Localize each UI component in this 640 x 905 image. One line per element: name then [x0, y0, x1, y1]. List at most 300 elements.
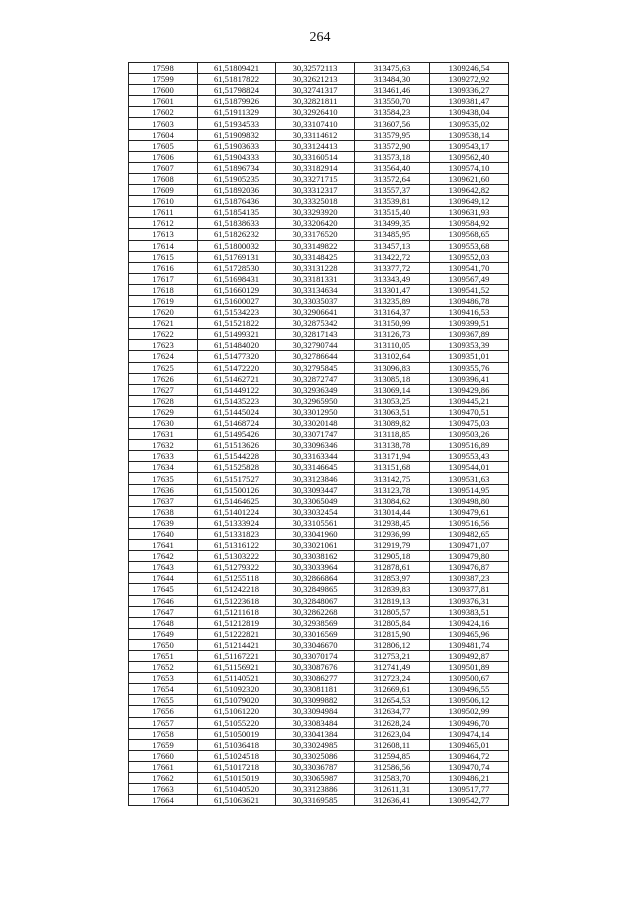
latitude-cell: 61,51934533	[198, 118, 276, 129]
longitude-cell: 30,32741317	[276, 85, 355, 96]
latitude-cell: 61,51401224	[198, 506, 276, 517]
latitude-cell: 61,51495426	[198, 429, 276, 440]
x-coordinate-cell: 313123,78	[355, 484, 430, 495]
table-row	[129, 551, 509, 562]
latitude-cell: 61,51905235	[198, 173, 276, 184]
latitude-cell: 61,51040520	[198, 784, 276, 795]
y-coordinate-cell: 1309500,67	[430, 673, 509, 684]
point-id-cell: 17608	[129, 173, 198, 184]
longitude-cell: 30,33087676	[276, 662, 355, 673]
latitude-cell: 61,51600027	[198, 295, 276, 306]
y-coordinate-cell: 1309471,07	[430, 540, 509, 551]
x-coordinate-cell: 313235,89	[355, 295, 430, 306]
y-coordinate-cell: 1309336,27	[430, 85, 509, 96]
point-id-cell: 17638	[129, 506, 198, 517]
y-coordinate-cell: 1309492,87	[430, 650, 509, 661]
point-id-cell: 17658	[129, 728, 198, 739]
longitude-cell: 30,33071747	[276, 429, 355, 440]
table-row	[129, 118, 509, 129]
x-coordinate-cell: 313579,95	[355, 129, 430, 140]
latitude-cell: 61,51079020	[198, 695, 276, 706]
longitude-cell: 30,33020148	[276, 418, 355, 429]
table-row	[129, 284, 509, 295]
point-id-cell: 17624	[129, 351, 198, 362]
latitude-cell: 61,51449122	[198, 384, 276, 395]
table-row	[129, 595, 509, 606]
longitude-cell: 30,32621213	[276, 74, 355, 85]
latitude-cell: 61,51534223	[198, 307, 276, 318]
longitude-cell: 30,33041960	[276, 528, 355, 539]
point-id-cell: 17614	[129, 240, 198, 251]
table-row	[129, 506, 509, 517]
latitude-cell: 61,51484020	[198, 340, 276, 351]
latitude-cell: 61,51728530	[198, 262, 276, 273]
table-row	[129, 562, 509, 573]
x-coordinate-cell: 313550,70	[355, 96, 430, 107]
latitude-cell: 61,51909832	[198, 129, 276, 140]
table-row	[129, 173, 509, 184]
latitude-cell: 61,51316122	[198, 540, 276, 551]
page-number: 264	[309, 30, 331, 45]
longitude-cell: 30,33134634	[276, 284, 355, 295]
y-coordinate-cell: 1309486,21	[430, 773, 509, 784]
table-row	[129, 617, 509, 628]
x-coordinate-cell: 313484,30	[355, 74, 430, 85]
point-id-cell: 17644	[129, 573, 198, 584]
table-row	[129, 639, 509, 650]
x-coordinate-cell: 313069,14	[355, 384, 430, 395]
y-coordinate-cell: 1309470,51	[430, 406, 509, 417]
point-id-cell: 17652	[129, 662, 198, 673]
point-id-cell: 17649	[129, 628, 198, 639]
point-id-cell: 17628	[129, 395, 198, 406]
point-id-cell: 17645	[129, 584, 198, 595]
x-coordinate-cell: 313573,18	[355, 151, 430, 162]
x-coordinate-cell: 313126,73	[355, 329, 430, 340]
y-coordinate-cell: 1309479,61	[430, 506, 509, 517]
longitude-cell: 30,33041384	[276, 728, 355, 739]
y-coordinate-cell: 1309465,96	[430, 628, 509, 639]
latitude-cell: 61,51911329	[198, 107, 276, 118]
longitude-cell: 30,33169585	[276, 795, 355, 806]
y-coordinate-cell: 1309621,60	[430, 173, 509, 184]
x-coordinate-cell: 313461,46	[355, 85, 430, 96]
y-coordinate-cell: 1309464,72	[430, 750, 509, 761]
table-row	[129, 695, 509, 706]
table-row	[129, 329, 509, 340]
longitude-cell: 30,32906641	[276, 307, 355, 318]
latitude-cell: 61,51036418	[198, 739, 276, 750]
latitude-cell: 61,51892036	[198, 185, 276, 196]
table-row	[129, 262, 509, 273]
x-coordinate-cell: 312853,97	[355, 573, 430, 584]
table-row	[129, 739, 509, 750]
table-row	[129, 406, 509, 417]
longitude-cell: 30,33148425	[276, 251, 355, 262]
longitude-cell: 30,33271715	[276, 173, 355, 184]
longitude-cell: 30,33182914	[276, 162, 355, 173]
x-coordinate-cell: 313089,82	[355, 418, 430, 429]
longitude-cell: 30,33065987	[276, 773, 355, 784]
table-row	[129, 628, 509, 639]
latitude-cell: 61,51015019	[198, 773, 276, 784]
point-id-cell: 17600	[129, 85, 198, 96]
point-id-cell: 17661	[129, 761, 198, 772]
point-id-cell: 17610	[129, 196, 198, 207]
longitude-cell: 30,32848067	[276, 595, 355, 606]
point-id-cell: 17664	[129, 795, 198, 806]
y-coordinate-cell: 1309381,47	[430, 96, 509, 107]
x-coordinate-cell: 312839,83	[355, 584, 430, 595]
x-coordinate-cell: 312634,77	[355, 706, 430, 717]
y-coordinate-cell: 1309496,70	[430, 717, 509, 728]
x-coordinate-cell: 313343,49	[355, 273, 430, 284]
point-id-cell: 17615	[129, 251, 198, 262]
latitude-cell: 61,51140521	[198, 673, 276, 684]
x-coordinate-cell: 312919,79	[355, 540, 430, 551]
x-coordinate-cell: 313301,47	[355, 284, 430, 295]
x-coordinate-cell: 313085,18	[355, 373, 430, 384]
longitude-cell: 30,33083484	[276, 717, 355, 728]
latitude-cell: 61,51462721	[198, 373, 276, 384]
x-coordinate-cell: 313110,05	[355, 340, 430, 351]
y-coordinate-cell: 1309498,80	[430, 495, 509, 506]
latitude-cell: 61,51513626	[198, 440, 276, 451]
point-id-cell: 17616	[129, 262, 198, 273]
x-coordinate-cell: 313607,56	[355, 118, 430, 129]
table-row	[129, 540, 509, 551]
longitude-cell: 30,32786644	[276, 351, 355, 362]
point-id-cell: 17656	[129, 706, 198, 717]
x-coordinate-cell: 313102,64	[355, 351, 430, 362]
table-row	[129, 63, 509, 74]
y-coordinate-cell: 1309355,76	[430, 362, 509, 373]
y-coordinate-cell: 1309562,40	[430, 151, 509, 162]
longitude-cell: 30,33105561	[276, 517, 355, 528]
table-row	[129, 684, 509, 695]
latitude-cell: 61,51817822	[198, 74, 276, 85]
point-id-cell: 17657	[129, 717, 198, 728]
x-coordinate-cell: 313539,81	[355, 196, 430, 207]
table-row	[129, 207, 509, 218]
table-row	[129, 218, 509, 229]
latitude-cell: 61,51445024	[198, 406, 276, 417]
x-coordinate-cell: 313053,25	[355, 395, 430, 406]
latitude-cell: 61,51156921	[198, 662, 276, 673]
latitude-cell: 61,51024518	[198, 750, 276, 761]
latitude-cell: 61,51063621	[198, 795, 276, 806]
table-row	[129, 318, 509, 329]
point-id-cell: 17639	[129, 517, 198, 528]
y-coordinate-cell: 1309351,01	[430, 351, 509, 362]
point-id-cell: 17606	[129, 151, 198, 162]
table-row	[129, 151, 509, 162]
point-id-cell: 17625	[129, 362, 198, 373]
latitude-cell: 61,51464625	[198, 495, 276, 506]
y-coordinate-cell: 1309476,87	[430, 562, 509, 573]
x-coordinate-cell: 312628,24	[355, 717, 430, 728]
longitude-cell: 30,32926410	[276, 107, 355, 118]
x-coordinate-cell: 313572,64	[355, 173, 430, 184]
x-coordinate-cell: 313377,72	[355, 262, 430, 273]
table-row	[129, 451, 509, 462]
y-coordinate-cell: 1309429,86	[430, 384, 509, 395]
longitude-cell: 30,33312317	[276, 185, 355, 196]
table-row	[129, 750, 509, 761]
y-coordinate-cell: 1309542,77	[430, 795, 509, 806]
x-coordinate-cell: 312805,84	[355, 617, 430, 628]
longitude-cell: 30,32821811	[276, 96, 355, 107]
point-id-cell: 17640	[129, 528, 198, 539]
longitude-cell: 30,33093447	[276, 484, 355, 495]
y-coordinate-cell: 1309567,49	[430, 273, 509, 284]
table-row	[129, 373, 509, 384]
y-coordinate-cell: 1309486,78	[430, 295, 509, 306]
longitude-cell: 30,33081181	[276, 684, 355, 695]
point-id-cell: 17613	[129, 229, 198, 240]
longitude-cell: 30,33325018	[276, 196, 355, 207]
point-id-cell: 17651	[129, 650, 198, 661]
y-coordinate-cell: 1309543,17	[430, 140, 509, 151]
y-coordinate-cell: 1309516,89	[430, 440, 509, 451]
longitude-cell: 30,33131228	[276, 262, 355, 273]
table-row	[129, 484, 509, 495]
longitude-cell: 30,33024985	[276, 739, 355, 750]
latitude-cell: 61,51050019	[198, 728, 276, 739]
latitude-cell: 61,51660129	[198, 284, 276, 295]
latitude-cell: 61,51055220	[198, 717, 276, 728]
latitude-cell: 61,51279322	[198, 562, 276, 573]
y-coordinate-cell: 1309535,02	[430, 118, 509, 129]
latitude-cell: 61,51061220	[198, 706, 276, 717]
table-row	[129, 784, 509, 795]
table-row	[129, 162, 509, 173]
x-coordinate-cell: 313014,44	[355, 506, 430, 517]
point-id-cell: 17663	[129, 784, 198, 795]
longitude-cell: 30,32872747	[276, 373, 355, 384]
longitude-cell: 30,32790744	[276, 340, 355, 351]
y-coordinate-cell: 1309465,01	[430, 739, 509, 750]
point-id-cell: 17620	[129, 307, 198, 318]
y-coordinate-cell: 1309482,65	[430, 528, 509, 539]
x-coordinate-cell: 313499,35	[355, 218, 430, 229]
table-row	[129, 429, 509, 440]
latitude-cell: 61,51521822	[198, 318, 276, 329]
longitude-cell: 30,33065049	[276, 495, 355, 506]
table-row	[129, 140, 509, 151]
y-coordinate-cell: 1309531,63	[430, 473, 509, 484]
x-coordinate-cell: 312669,61	[355, 684, 430, 695]
longitude-cell: 30,33124413	[276, 140, 355, 151]
x-coordinate-cell: 312905,18	[355, 551, 430, 562]
x-coordinate-cell: 312815,90	[355, 628, 430, 639]
latitude-cell: 61,51242218	[198, 584, 276, 595]
y-coordinate-cell: 1309506,12	[430, 695, 509, 706]
longitude-cell: 30,32862268	[276, 606, 355, 617]
y-coordinate-cell: 1309538,14	[430, 129, 509, 140]
x-coordinate-cell: 313584,23	[355, 107, 430, 118]
table-row	[129, 761, 509, 772]
point-id-cell: 17629	[129, 406, 198, 417]
latitude-cell: 61,51854135	[198, 207, 276, 218]
table-row	[129, 728, 509, 739]
latitude-cell: 61,51525828	[198, 462, 276, 473]
point-id-cell: 17607	[129, 162, 198, 173]
table-row	[129, 240, 509, 251]
latitude-cell: 61,51903633	[198, 140, 276, 151]
point-id-cell: 17632	[129, 440, 198, 451]
table-row	[129, 307, 509, 318]
y-coordinate-cell: 1309416,53	[430, 307, 509, 318]
y-coordinate-cell: 1309502,99	[430, 706, 509, 717]
longitude-cell: 30,33163344	[276, 451, 355, 462]
point-id-cell: 17598	[129, 63, 198, 74]
y-coordinate-cell: 1309272,92	[430, 74, 509, 85]
table-row	[129, 185, 509, 196]
longitude-cell: 30,32965950	[276, 395, 355, 406]
latitude-cell: 61,51904333	[198, 151, 276, 162]
x-coordinate-cell: 312819,13	[355, 595, 430, 606]
table-row	[129, 107, 509, 118]
longitude-cell: 30,33033964	[276, 562, 355, 573]
point-id-cell: 17603	[129, 118, 198, 129]
x-coordinate-cell: 312936,99	[355, 528, 430, 539]
x-coordinate-cell: 313515,40	[355, 207, 430, 218]
latitude-cell: 61,51798824	[198, 85, 276, 96]
coordinates-table	[128, 62, 509, 806]
latitude-cell: 61,51468724	[198, 418, 276, 429]
y-coordinate-cell: 1309552,03	[430, 251, 509, 262]
longitude-cell: 30,33160514	[276, 151, 355, 162]
table-row	[129, 74, 509, 85]
x-coordinate-cell: 313138,78	[355, 440, 430, 451]
point-id-cell: 17604	[129, 129, 198, 140]
x-coordinate-cell: 313096,83	[355, 362, 430, 373]
y-coordinate-cell: 1309496,55	[430, 684, 509, 695]
point-id-cell: 17601	[129, 96, 198, 107]
latitude-cell: 61,51303222	[198, 551, 276, 562]
x-coordinate-cell: 313457,13	[355, 240, 430, 251]
x-coordinate-cell: 312878,61	[355, 562, 430, 573]
longitude-cell: 30,33149822	[276, 240, 355, 251]
table-row	[129, 129, 509, 140]
y-coordinate-cell: 1309246,54	[430, 63, 509, 74]
latitude-cell: 61,51500126	[198, 484, 276, 495]
longitude-cell: 30,33146645	[276, 462, 355, 473]
point-id-cell: 17634	[129, 462, 198, 473]
table-row	[129, 384, 509, 395]
table-row	[129, 773, 509, 784]
y-coordinate-cell: 1309424,16	[430, 617, 509, 628]
table-row	[129, 795, 509, 806]
table-row	[129, 229, 509, 240]
longitude-cell: 30,33035037	[276, 295, 355, 306]
table-row	[129, 473, 509, 484]
point-id-cell: 17646	[129, 595, 198, 606]
longitude-cell: 30,33016569	[276, 628, 355, 639]
table-row	[129, 717, 509, 728]
point-id-cell: 17627	[129, 384, 198, 395]
y-coordinate-cell: 1309568,65	[430, 229, 509, 240]
y-coordinate-cell: 1309501,89	[430, 662, 509, 673]
point-id-cell: 17599	[129, 74, 198, 85]
y-coordinate-cell: 1309367,89	[430, 329, 509, 340]
latitude-cell: 61,51333924	[198, 517, 276, 528]
y-coordinate-cell: 1309377,81	[430, 584, 509, 595]
longitude-cell: 30,33181331	[276, 273, 355, 284]
x-coordinate-cell: 312636,41	[355, 795, 430, 806]
table-row	[129, 440, 509, 451]
x-coordinate-cell: 313564,40	[355, 162, 430, 173]
longitude-cell: 30,32817143	[276, 329, 355, 340]
latitude-cell: 61,51472220	[198, 362, 276, 373]
y-coordinate-cell: 1309574,10	[430, 162, 509, 173]
longitude-cell: 30,33046670	[276, 639, 355, 650]
longitude-cell: 30,32572113	[276, 63, 355, 74]
y-coordinate-cell: 1309376,31	[430, 595, 509, 606]
table-row	[129, 606, 509, 617]
table-row	[129, 528, 509, 539]
y-coordinate-cell: 1309445,21	[430, 395, 509, 406]
x-coordinate-cell: 313422,72	[355, 251, 430, 262]
y-coordinate-cell: 1309584,92	[430, 218, 509, 229]
table-row	[129, 418, 509, 429]
longitude-cell: 30,33206420	[276, 218, 355, 229]
table-row	[129, 706, 509, 717]
longitude-cell: 30,32795845	[276, 362, 355, 373]
y-coordinate-cell: 1309438,04	[430, 107, 509, 118]
latitude-cell: 61,51800032	[198, 240, 276, 251]
table-row	[129, 96, 509, 107]
x-coordinate-cell: 312611,31	[355, 784, 430, 795]
point-id-cell: 17623	[129, 340, 198, 351]
point-id-cell: 17619	[129, 295, 198, 306]
x-coordinate-cell: 313142,75	[355, 473, 430, 484]
point-id-cell: 17635	[129, 473, 198, 484]
x-coordinate-cell: 312583,70	[355, 773, 430, 784]
table-row	[129, 273, 509, 284]
longitude-cell: 30,33293920	[276, 207, 355, 218]
x-coordinate-cell: 312938,45	[355, 517, 430, 528]
longitude-cell: 30,32866864	[276, 573, 355, 584]
y-coordinate-cell: 1309516,56	[430, 517, 509, 528]
longitude-cell: 30,33021061	[276, 540, 355, 551]
y-coordinate-cell: 1309353,39	[430, 340, 509, 351]
x-coordinate-cell: 313164,37	[355, 307, 430, 318]
y-coordinate-cell: 1309481,74	[430, 639, 509, 650]
y-coordinate-cell: 1309383,51	[430, 606, 509, 617]
point-id-cell: 17660	[129, 750, 198, 761]
x-coordinate-cell: 313150,99	[355, 318, 430, 329]
latitude-cell: 61,51222821	[198, 628, 276, 639]
y-coordinate-cell: 1309517,77	[430, 784, 509, 795]
longitude-cell: 30,33012950	[276, 406, 355, 417]
latitude-cell: 61,51214421	[198, 639, 276, 650]
point-id-cell: 17609	[129, 185, 198, 196]
table-row	[129, 662, 509, 673]
y-coordinate-cell: 1309541,70	[430, 262, 509, 273]
point-id-cell: 17653	[129, 673, 198, 684]
latitude-cell: 61,51435223	[198, 395, 276, 406]
table-row	[129, 295, 509, 306]
table-row	[129, 650, 509, 661]
latitude-cell: 61,51223618	[198, 595, 276, 606]
longitude-cell: 30,33094984	[276, 706, 355, 717]
x-coordinate-cell: 312594,85	[355, 750, 430, 761]
point-id-cell: 17602	[129, 107, 198, 118]
x-coordinate-cell: 312741,49	[355, 662, 430, 673]
latitude-cell: 61,51255118	[198, 573, 276, 584]
